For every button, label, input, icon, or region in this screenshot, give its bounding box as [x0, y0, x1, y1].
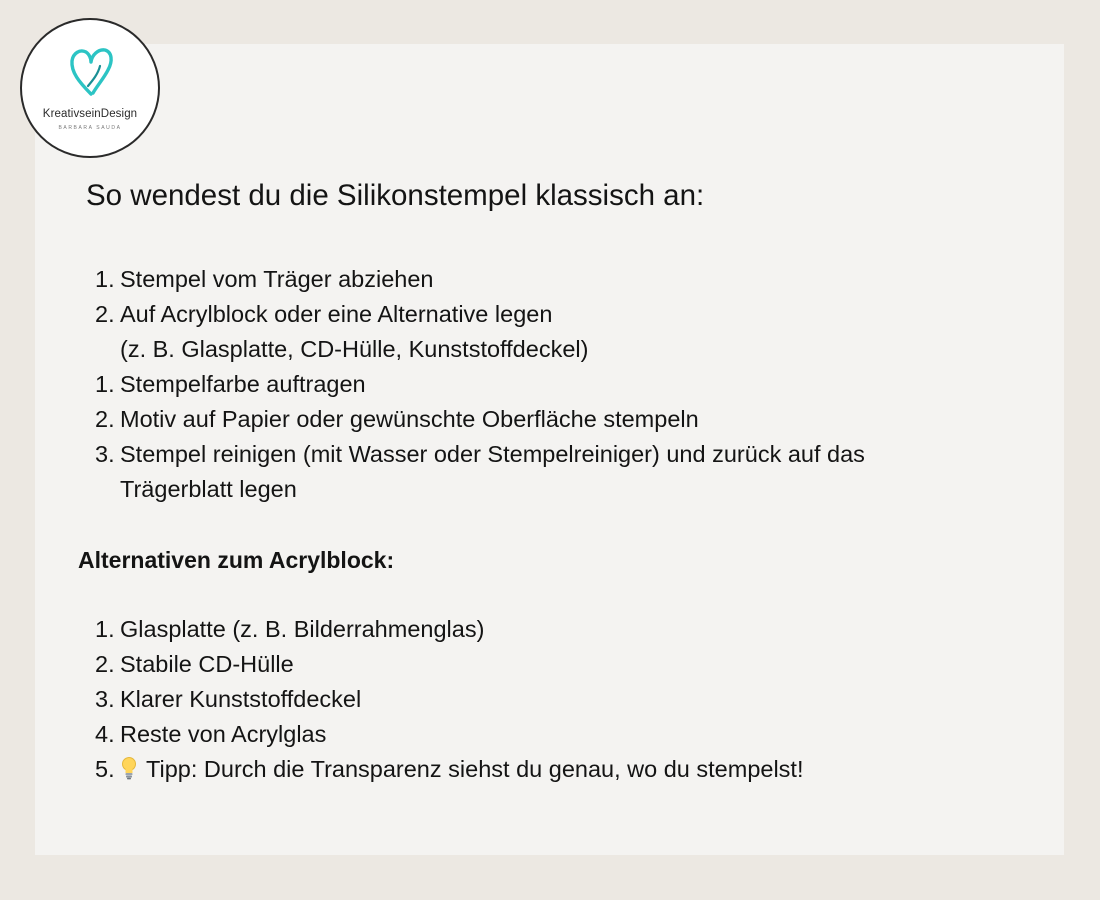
- list-number: 2.: [95, 651, 115, 677]
- alternatives-list: [0, 612, 803, 787]
- list-number: 1.: [95, 616, 115, 642]
- list-item: [0, 297, 865, 332]
- list-item: [0, 717, 803, 752]
- list-item-continuation: [0, 332, 865, 367]
- alternatives-heading: Alternativen zum Acrylblock:: [78, 547, 395, 573]
- list-number: 4.: [95, 721, 115, 747]
- list-item: [0, 612, 803, 647]
- list-number: 3.: [95, 686, 115, 712]
- steps-list: [0, 262, 865, 507]
- list-number: 3.: [95, 441, 115, 467]
- list-item-continuation: [0, 472, 865, 507]
- list-item: [0, 682, 803, 717]
- list-item-text: Stempel vom Träger abziehen: [120, 266, 434, 292]
- heart-icon: [67, 46, 115, 98]
- brand-logo: [20, 18, 160, 158]
- list-number: 2.: [95, 406, 115, 432]
- list-item-text: Glasplatte (z. B. Bilderrahmenglas): [120, 616, 485, 642]
- list-item-text: Tipp: Durch die Transparenz siehst du genau, wo du stempelst!: [146, 756, 804, 782]
- list-number: 1.: [95, 266, 115, 292]
- list-item-text: Trägerblatt legen: [120, 476, 297, 502]
- list-item-text: Stabile CD-Hülle: [120, 651, 294, 677]
- lightbulb-icon: [120, 756, 138, 780]
- page-title: So wendest du die Silikonstempel klassisch an:: [86, 179, 705, 212]
- list-item-text: Stempelfarbe auftragen: [120, 371, 366, 397]
- list-item: [0, 367, 865, 402]
- brand-tagline: BARBARA SAUDA: [58, 125, 122, 131]
- brand-name: KreativseinDesign: [42, 108, 138, 120]
- list-item-text: Klarer Kunststoffdeckel: [120, 686, 362, 712]
- list-item-text: Auf Acrylblock oder eine Alternative legen: [120, 301, 553, 327]
- list-item: [0, 437, 865, 472]
- list-number: 5.: [95, 756, 115, 782]
- list-item: [0, 402, 865, 437]
- list-item: [0, 647, 803, 682]
- list-item: [0, 752, 803, 787]
- list-item-text: Motiv auf Papier oder gewünschte Oberfläche stempeln: [120, 406, 699, 432]
- list-item-text: (z. B. Glasplatte, CD-Hülle, Kunststoffdeckel): [120, 336, 589, 362]
- list-item-text: Reste von Acrylglas: [120, 721, 327, 747]
- list-number: 2.: [95, 301, 115, 327]
- list-number: 1.: [95, 371, 115, 397]
- list-item-text: Stempel reinigen (mit Wasser oder Stempelreiniger) und zurück auf das: [120, 441, 865, 467]
- list-item: [0, 262, 865, 297]
